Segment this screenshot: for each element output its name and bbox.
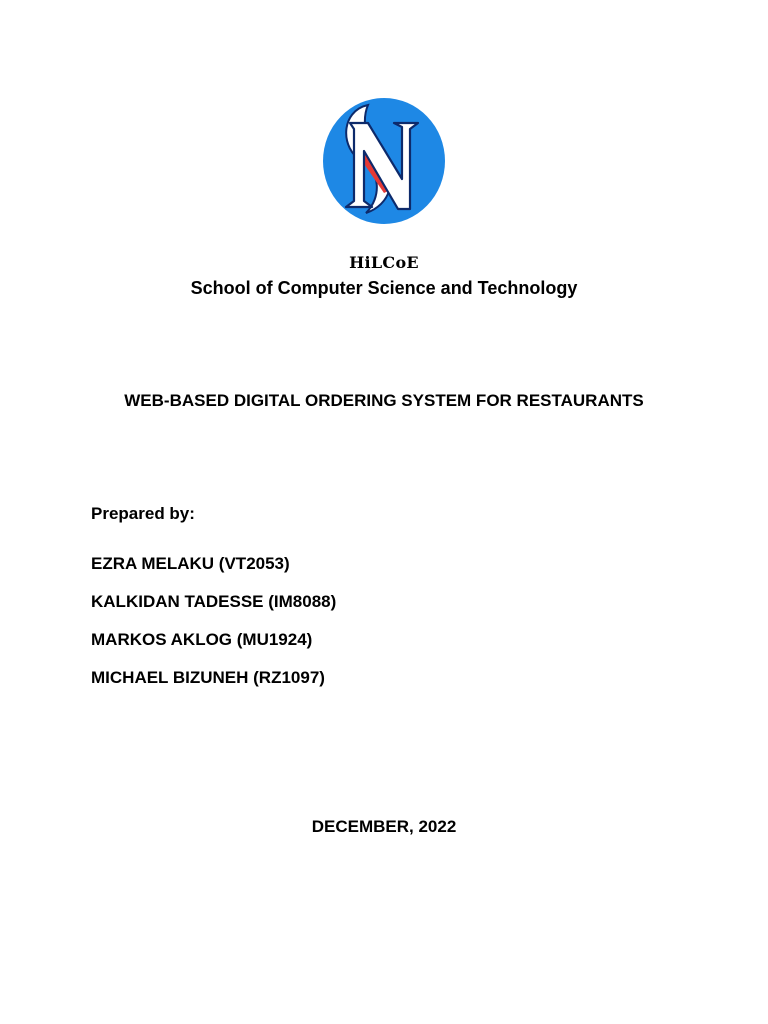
author-item: MARKOS AKLOG (MU1924) <box>91 630 313 649</box>
author-item: MICHAEL BIZUNEH (RZ1097) <box>91 668 325 687</box>
document-title: WEB-BASED DIGITAL ORDERING SYSTEM FOR RESTAURANTS <box>124 391 644 410</box>
school-name: School of Computer Science and Technology <box>190 278 578 298</box>
author-item: KALKIDAN TADESSE (IM8088) <box>91 592 337 611</box>
hilcoe-logo-icon <box>322 97 446 225</box>
author-list <box>91 553 336 705</box>
document-date: DECEMBER, 2022 <box>311 817 457 836</box>
prepared-by-label: Prepared by: <box>91 504 195 523</box>
author-item: EZRA MELAKU (VT2053) <box>91 554 290 573</box>
institution-name: HiLCoE <box>349 253 419 272</box>
